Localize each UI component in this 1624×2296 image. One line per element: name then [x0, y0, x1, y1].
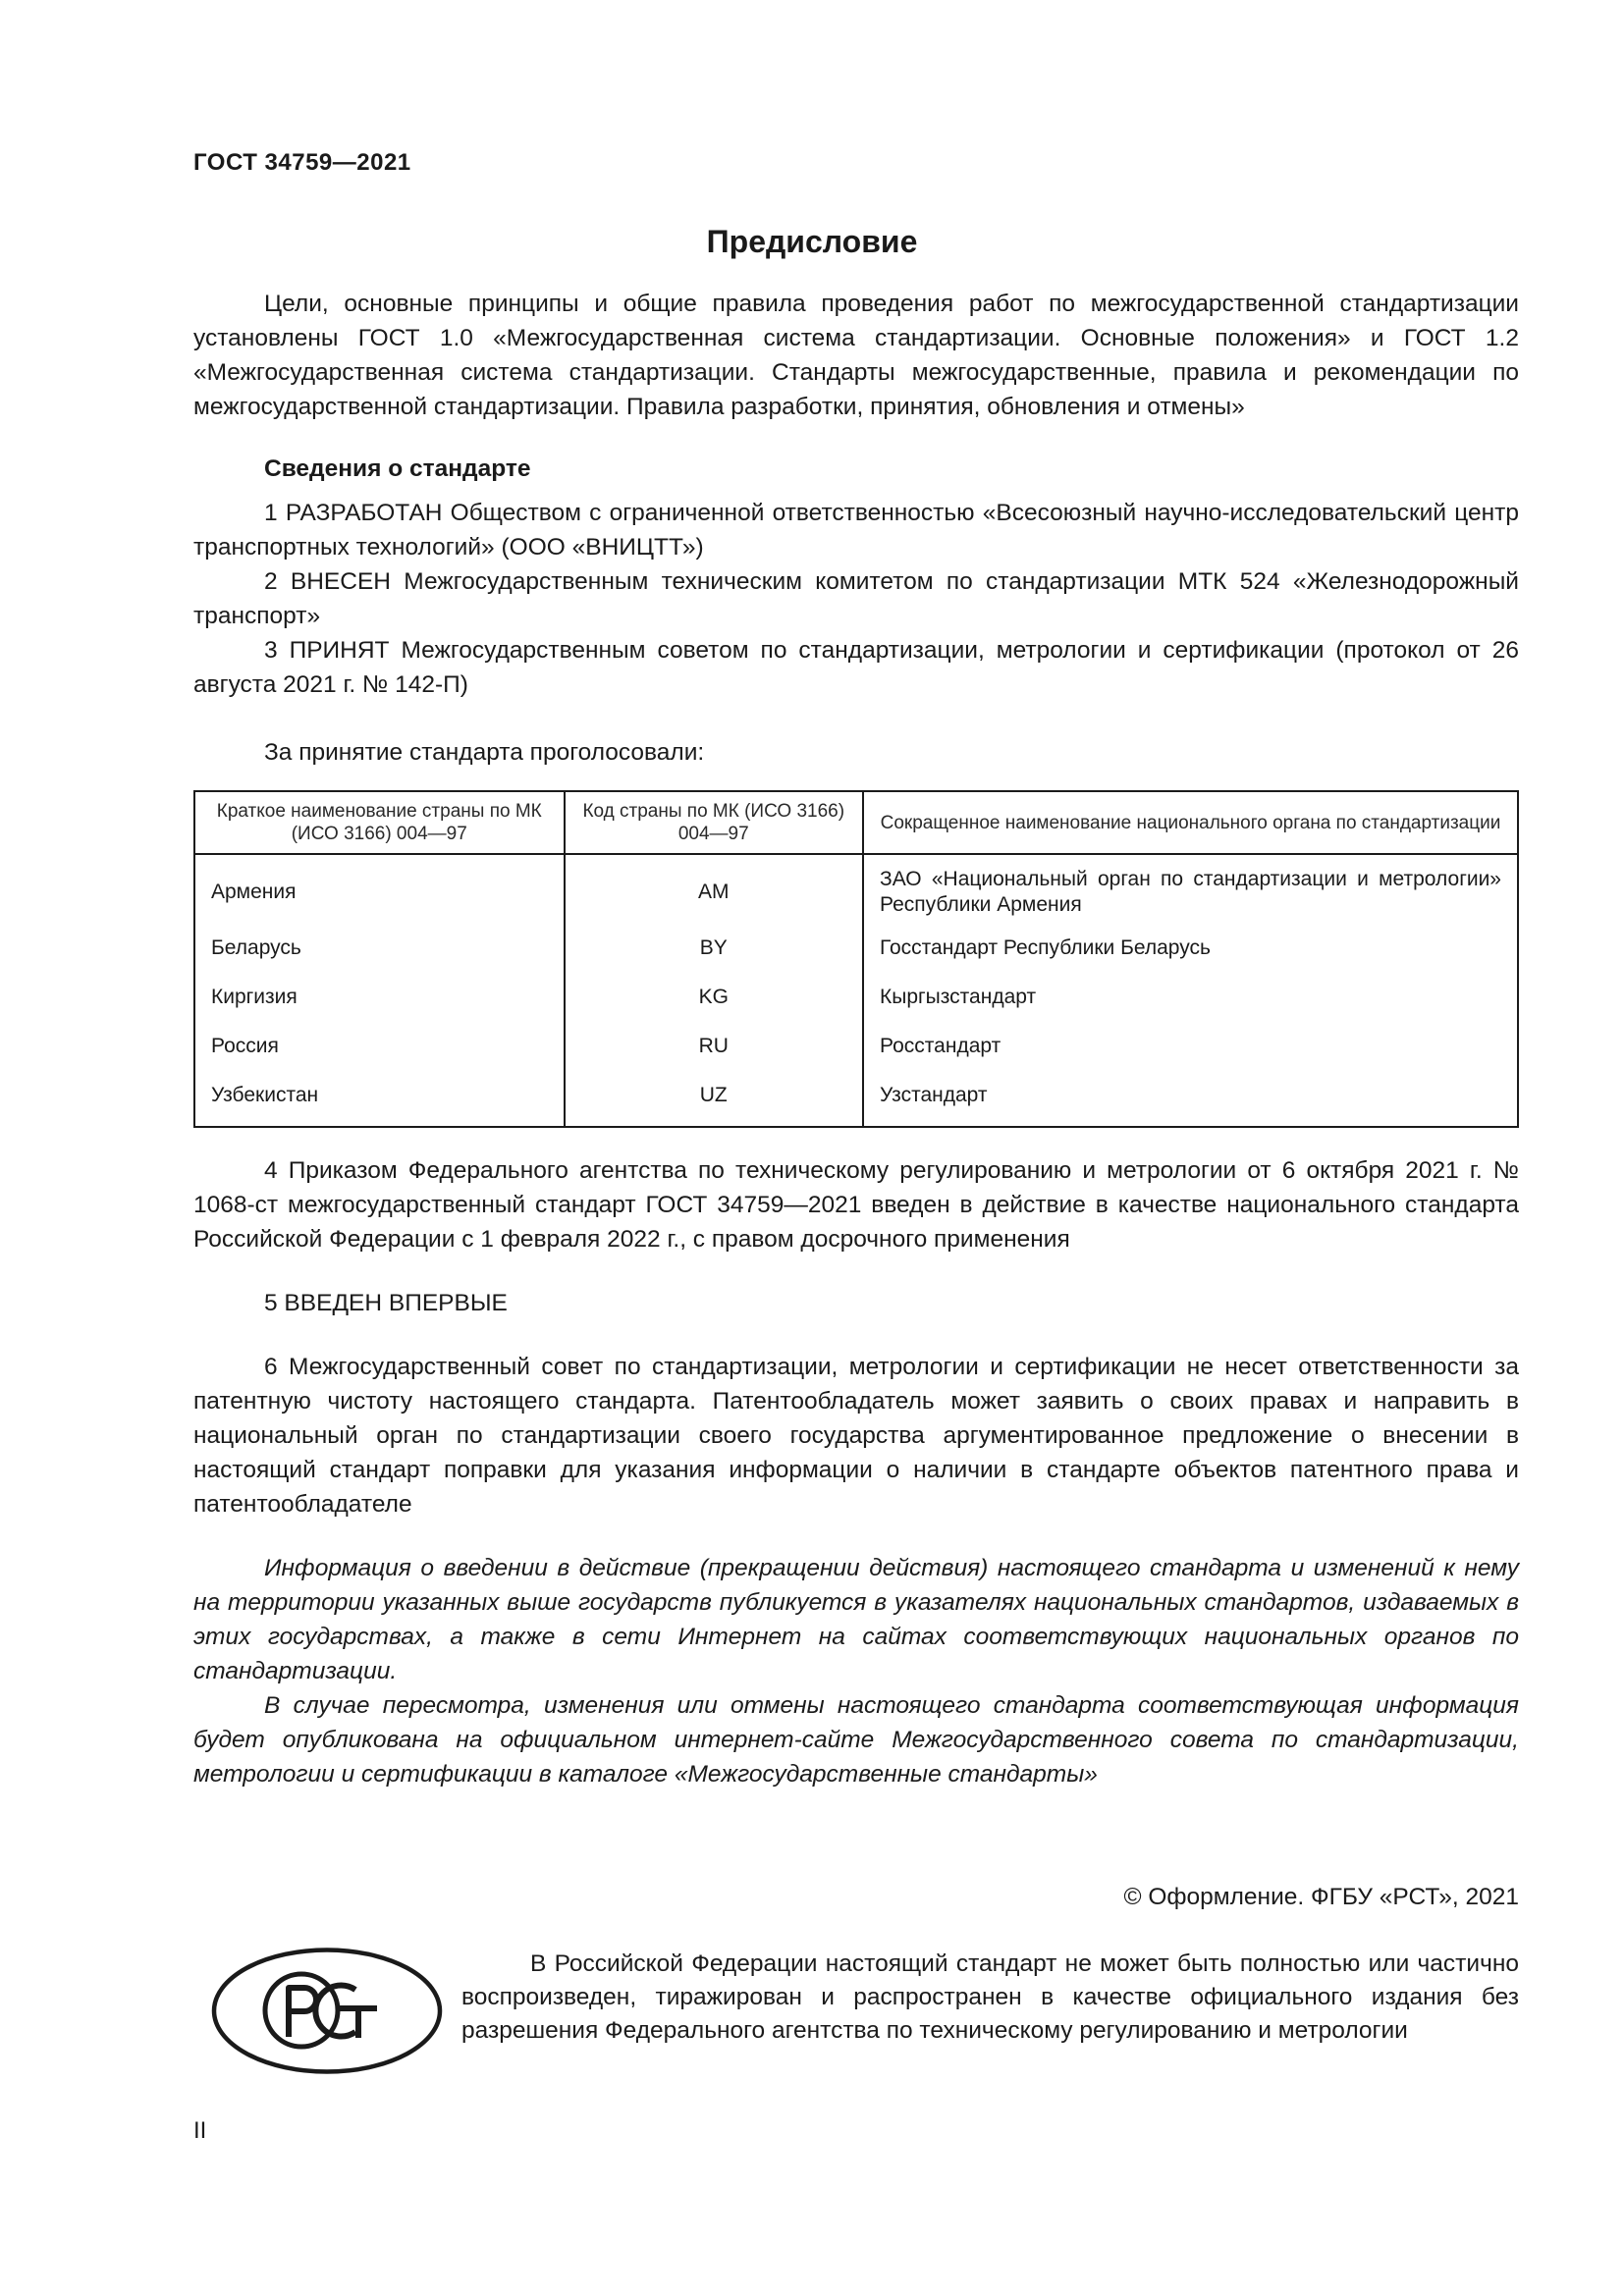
copyright-line: © Оформление. ФГБУ «РСТ», 2021 [1123, 1884, 1519, 1910]
info-heading: Сведения о стандарте [264, 455, 531, 482]
rst-logo-icon [210, 1947, 444, 2075]
cell-code: KG [565, 973, 864, 1022]
cell-code: UZ [565, 1071, 864, 1127]
table-row [194, 854, 1518, 924]
cell-country: Беларусь [194, 924, 565, 973]
page-title: Предисловие [706, 224, 918, 259]
item-6: 6 Межгосударственный совет по стандартизации, метрологии и сертификации не несет ответственности за патентную чистоту настоящего стандарта. Патентообладатель может заявить о своих правах и направить в национальный орган по стандартизации своего государства аргументированное предложение о внесении в настоящий стандарт поправки для указания информации о наличии в стандарте объектов патентного права и патентообладателе [193, 1354, 1519, 1518]
foreword-body [193, 287, 1519, 1791]
voted-caption: За принятие стандарта проголосовали: [264, 739, 705, 766]
cell-code: AM [565, 854, 864, 924]
col-header-body: Сокращенное наименование национального органа по стандартизации [863, 791, 1518, 854]
votes-table [193, 790, 1519, 1128]
cell-country: Киргизия [194, 973, 565, 1022]
item-2: 2 ВНЕСЕН Межгосударственным техническим комитетом по стандартизации МТК 524 «Железнодорожный транспорт» [193, 568, 1519, 629]
cell-body: Кыргызстандарт [863, 973, 1518, 1022]
cell-country: Узбекистан [194, 1071, 565, 1127]
intro-paragraph: Цели, основные принципы и общие правила проведения работ по межгосударственной стандартизации установлены ГОСТ 1.0 «Межгосударственная система стандартизации. Основные положения» и ГОСТ 1.2 «Межгосударственная система стандартизации. Стандарты межгосударственные, правила и рекомендации по межгосударственной стандартизации. Правила разработки, принятия, обновления и отмены» [193, 291, 1519, 420]
col-header-code: Код страны по МК (ИСО 3166) 004—97 [565, 791, 864, 854]
table-row [194, 973, 1518, 1022]
document-code: ГОСТ 34759—2021 [193, 149, 411, 176]
item-1: 1 РАЗРАБОТАН Обществом с ограниченной ответственностью «Всесоюзный научно-исследовательский центр транспортных технологий» (ООО «ВНИЦТТ») [193, 500, 1519, 561]
notice-text: В Российской Федерации настоящий стандарт не может быть полностью или частично воспроизведен, тиражирован и распространен в качестве официального издания без разрешения Федерального агентства по техническому регулированию и метрологии [461, 1950, 1519, 2044]
cell-code: RU [565, 1022, 864, 1071]
italic-note-1: Информация о введении в действие (прекращении действия) настоящего стандарта и изменений к нему на территории указанных выше государств публикуется в указателях национальных стандартов, издаваемых в этих государствах, а также в сети Интернет на сайтах соответствующих национальных органов по стандартизации. [193, 1555, 1519, 1684]
cell-country: Россия [194, 1022, 565, 1071]
item-4: 4 Приказом Федерального агентства по техническому регулированию и метрологии от 6 октября 2021 г. № 1068-ст межгосударственный стандарт ГОСТ 34759—2021 введен в действие в качестве национального стандарта Российской Федерации с 1 февраля 2022 г., с правом досрочного применения [193, 1157, 1519, 1253]
table-row [194, 1071, 1518, 1127]
table-header-row [194, 791, 1518, 854]
page-number: II [193, 2117, 207, 2144]
item-5: 5 ВВЕДЕН ВПЕРВЫЕ [264, 1290, 508, 1316]
cell-body: Росстандарт [863, 1022, 1518, 1071]
cell-country: Армения [194, 854, 565, 924]
cell-body: Узстандарт [863, 1071, 1518, 1127]
italic-note-2: В случае пересмотра, изменения или отмены настоящего стандарта соответствующая информация будет опубликована на официальном интернет-сайте Межгосударственного совета по стандартизации, метрологии и сертификации в каталоге «Межгосударственные стандарты» [193, 1692, 1519, 1788]
col-header-country: Краткое наименование страны по МК (ИСО 3166) 004—97 [194, 791, 565, 854]
cell-code: BY [565, 924, 864, 973]
table-row [194, 924, 1518, 973]
cell-body: Госстандарт Республики Беларусь [863, 924, 1518, 973]
cell-body: ЗАО «Национальный орган по стандартизации и метрологии» Республики Армения [863, 854, 1518, 924]
item-3: 3 ПРИНЯТ Межгосударственным советом по стандартизации, метрологии и сертификации (протокол от 26 августа 2021 г. № 142-П) [193, 637, 1519, 698]
reproduction-notice [461, 1948, 1519, 2048]
table-row [194, 1022, 1518, 1071]
